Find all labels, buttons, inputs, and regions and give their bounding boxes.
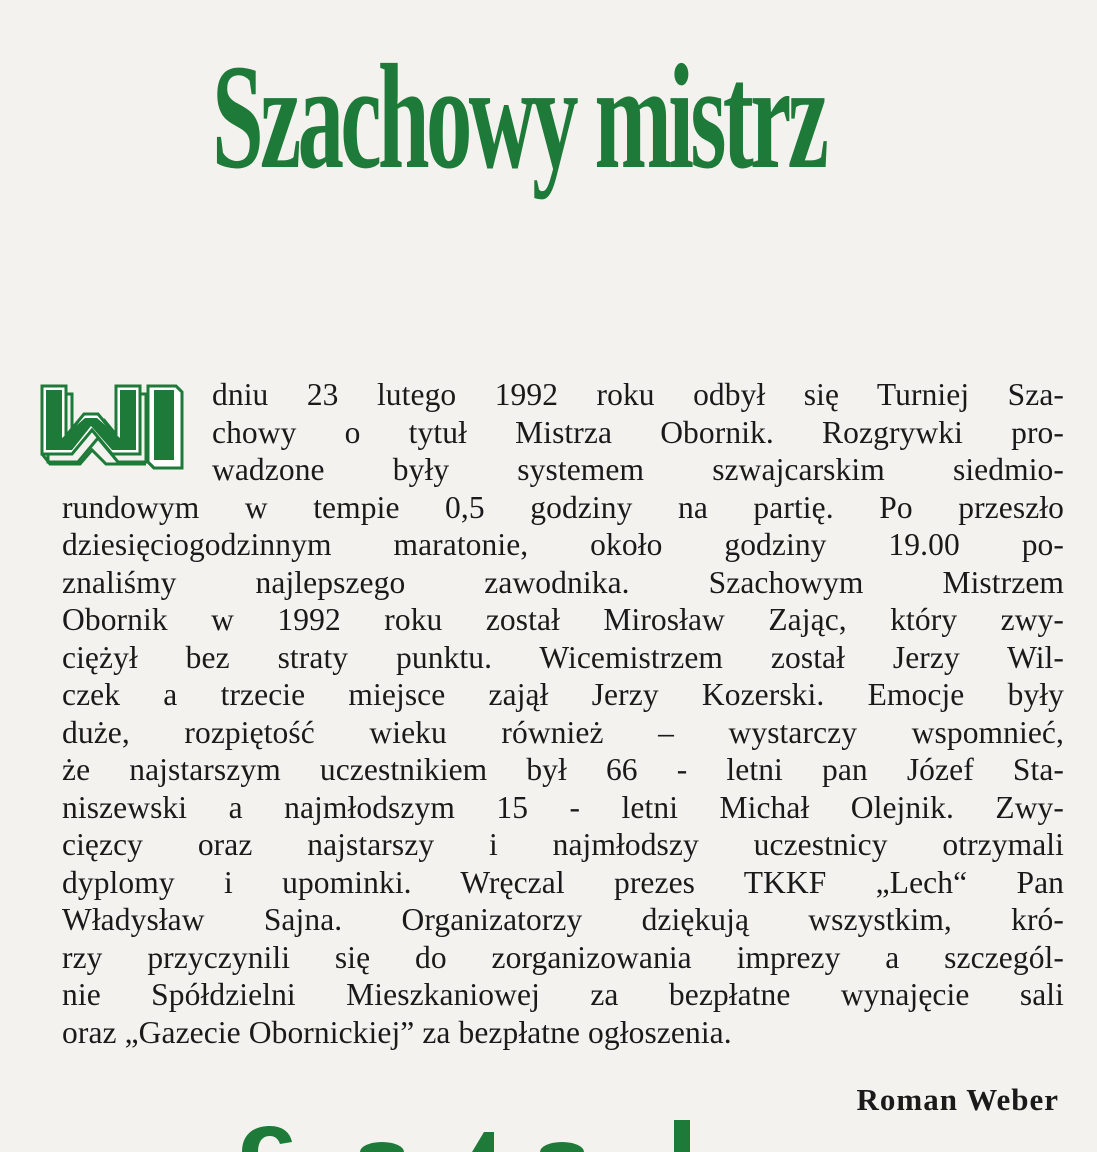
article-author: Roman Weber (856, 1082, 1059, 1117)
article-body (62, 376, 1064, 1051)
article-title: Szachowy mistrz (212, 34, 826, 200)
article-line: duże, rozpiętość wieku również – wystarczy wspomnieć, (62, 714, 1064, 750)
article-line: ciężył bez straty punktu. Wicemistrzem został Jerzy Wil- (62, 639, 1064, 675)
article-line: że najstarszym uczestnikiem był 66 - letni pan Józef Sta- (62, 752, 1064, 787)
article-line: rundowym w tempie 0,5 godziny na partię. Po przeszło (62, 489, 1064, 525)
article-line: dyplomy i upominki. Wręczal prezes TKKF „Lech“ Pan (62, 864, 1064, 900)
article-line: oraz „Gazecie Obornickiej” za bezpłatne ogłoszenia. (62, 1014, 732, 1050)
article-line: cięzcy oraz najstarszy i najmłodszy uczestnicy otrzymali (62, 827, 1064, 862)
article-line: dniu 23 lutego 1992 roku odbył się Turniej Sza- (212, 377, 1064, 412)
article-line: znaliśmy najlepszego zawodnika. Szachowym Mistrzem (62, 564, 1064, 600)
article-line: czek a trzecie miejsce zajął Jerzy Kozerski. Emocje były (62, 677, 1064, 712)
article-line: dziesięciogodzinnym maratonie, około godziny 19.00 po- (62, 527, 1064, 562)
article-line: wadzone były systemem szwajcarskim siedmio- (212, 452, 1064, 487)
article-line: Władysław Sajna. Organizatorzy dziękują wszystkim, kró- (62, 902, 1064, 937)
next-article-title-fragment (232, 1112, 792, 1152)
article-line: niszewski a najmłodszym 15 - letni Michał Olejnik. Zwy- (62, 789, 1064, 825)
article-line: chowy o tytuł Mistrza Obornik. Rozgrywki pro- (212, 414, 1064, 450)
article-line: rzy przyczynili się do zorganizowania imprezy a szczegól- (62, 939, 1064, 975)
article-line: nie Spółdzielni Mieszkaniowej za bezpłatne wynajęcie sali (62, 977, 1064, 1012)
article-line: Obornik w 1992 roku został Mirosław Zając, który zwy- (62, 602, 1064, 637)
